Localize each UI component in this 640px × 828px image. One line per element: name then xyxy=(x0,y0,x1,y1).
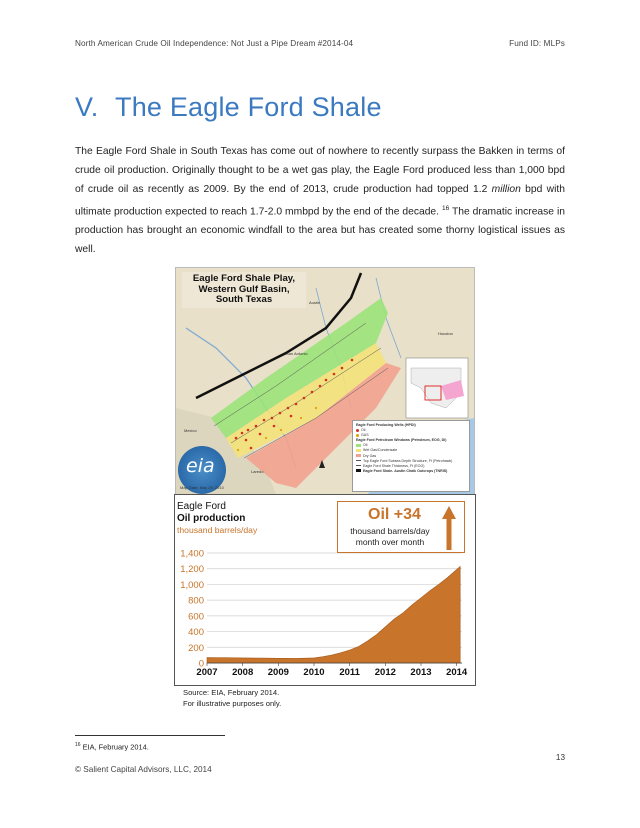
map-title xyxy=(182,272,306,308)
legend-item: Eagle Ford Shale- Austin Chalk Outcrops (TNRIS) xyxy=(356,469,466,474)
footnote-divider xyxy=(75,735,225,736)
oil-well-icon xyxy=(356,429,359,432)
contour-line-icon xyxy=(356,460,361,461)
map-title-line: Western Gulf Basin, xyxy=(198,283,290,295)
oil-window-swatch-icon xyxy=(356,444,361,447)
x-tick-label: 2007 xyxy=(196,667,218,678)
running-header-fund-id: Fund ID: MLPs xyxy=(509,39,565,48)
callout-line2: month over month xyxy=(355,537,425,547)
production-area-series xyxy=(207,566,460,663)
y-tick-label: 0 xyxy=(198,658,204,670)
callout-line1: thousand barrels/day xyxy=(350,526,430,536)
chart-callout xyxy=(337,501,465,553)
eia-logo: eia xyxy=(186,455,215,477)
legend-heading: Eagle Ford Petroleum Windows (Petroleum, EOG, DI) xyxy=(356,438,447,443)
city-label-houston: Houston xyxy=(438,331,453,336)
source-line: Source: EIA, February 2014. xyxy=(183,688,280,697)
gas-well-icon xyxy=(356,434,359,437)
map-date: Map Date: May 29, 2010 xyxy=(180,485,224,490)
section-title xyxy=(75,92,382,123)
map-title-line: Eagle Ford Shale Play, xyxy=(192,273,296,284)
chart-title-line1: Eagle Ford xyxy=(177,501,226,512)
x-tick-label: 2012 xyxy=(374,667,396,678)
city-label-san-antonio: San Antonio xyxy=(286,351,308,356)
body-text-3: The dramatic increase in production has brought an economic windfall to the area but has created some thorny logistical issues as well. xyxy=(75,206,565,256)
up-arrow-icon xyxy=(441,505,457,551)
eagle-ford-map xyxy=(175,267,475,496)
dry-gas-swatch-icon xyxy=(356,454,361,457)
section-number: V. xyxy=(75,92,99,122)
legend-item: Oil xyxy=(356,443,466,448)
section-title-text: The Eagle Ford Shale xyxy=(115,92,382,122)
city-label-austin: Austin xyxy=(309,300,321,305)
y-tick-label: 1,400 xyxy=(180,548,204,560)
y-tick-label: 800 xyxy=(188,595,204,607)
y-tick-label: 1,000 xyxy=(180,579,204,591)
thickness-line-icon xyxy=(356,465,361,466)
y-tick-label: 200 xyxy=(188,642,204,654)
running-header-title: North American Crude Oil Independence: Not Just a Pipe Dream #2014-04 xyxy=(75,39,354,48)
outcrop-swatch-icon xyxy=(356,469,361,472)
footnote xyxy=(75,742,149,751)
country-label-mexico: Mexico xyxy=(184,428,197,433)
legend-heading: Eagle Ford Producing Wells (HPDI) xyxy=(356,423,416,427)
legend-item: GAS xyxy=(356,433,466,438)
body-text-italic: million xyxy=(491,184,521,195)
body-text-2: bpd with ultimate production expected to reach 1.7-2.0 mmbpd by the end of the decade. xyxy=(75,184,565,218)
map-title-line: South Texas xyxy=(215,294,273,305)
city-label-laredo: Laredo xyxy=(251,469,264,474)
legend-item: Top Eagle Ford Subsea Depth Structure, Ft (Petrohawk) xyxy=(356,459,466,464)
production-chart xyxy=(174,494,476,686)
x-tick-label: 2014 xyxy=(446,667,468,678)
legend-item: Wet Gas/Condensate xyxy=(356,448,466,453)
body-paragraph xyxy=(75,142,565,259)
x-tick-label: 2010 xyxy=(303,667,325,678)
figure-source xyxy=(183,687,281,709)
chart-title-line2: Oil production xyxy=(177,513,246,524)
footnote-reference[interactable]: 16 xyxy=(441,205,450,212)
footnote-text: EIA, February 2014. xyxy=(80,742,149,752)
chart-units-label: thousand barrels/day xyxy=(177,525,258,535)
legend-item: Dry Gas xyxy=(356,454,466,459)
footnote-number: 16 xyxy=(75,742,81,748)
legend-item: Eagle Ford Shale Thickness, Ft (EOG) xyxy=(356,464,466,469)
body-text-1: The Eagle Ford Shale in South Texas has come out of nowhere to recently surpass the Bakken in terms of crude oil production. Originally thought to be a wet gas play, the Eagle Ford produced less than 1,000 bpd of crude oil as recently as 2009. By the end of 2013, crude production had topped 1.2 xyxy=(75,146,565,195)
page-number: 13 xyxy=(555,753,565,762)
wet-gas-swatch-icon xyxy=(356,449,361,452)
legend-item: Oil xyxy=(356,428,466,433)
map-legend xyxy=(352,420,470,492)
x-tick-label: 2008 xyxy=(232,667,254,678)
x-tick-label: 2009 xyxy=(267,667,289,678)
x-tick-label: 2011 xyxy=(339,667,360,678)
y-tick-label: 400 xyxy=(188,627,204,639)
y-tick-label: 600 xyxy=(188,611,204,623)
y-tick-label: 1,200 xyxy=(180,564,204,576)
copyright: © Salient Capital Advisors, LLC, 2014 xyxy=(75,765,212,774)
disclaimer-line: For illustrative purposes only. xyxy=(183,699,282,708)
callout-value: Oil +34 xyxy=(368,506,421,523)
x-tick-label: 2013 xyxy=(410,667,432,678)
